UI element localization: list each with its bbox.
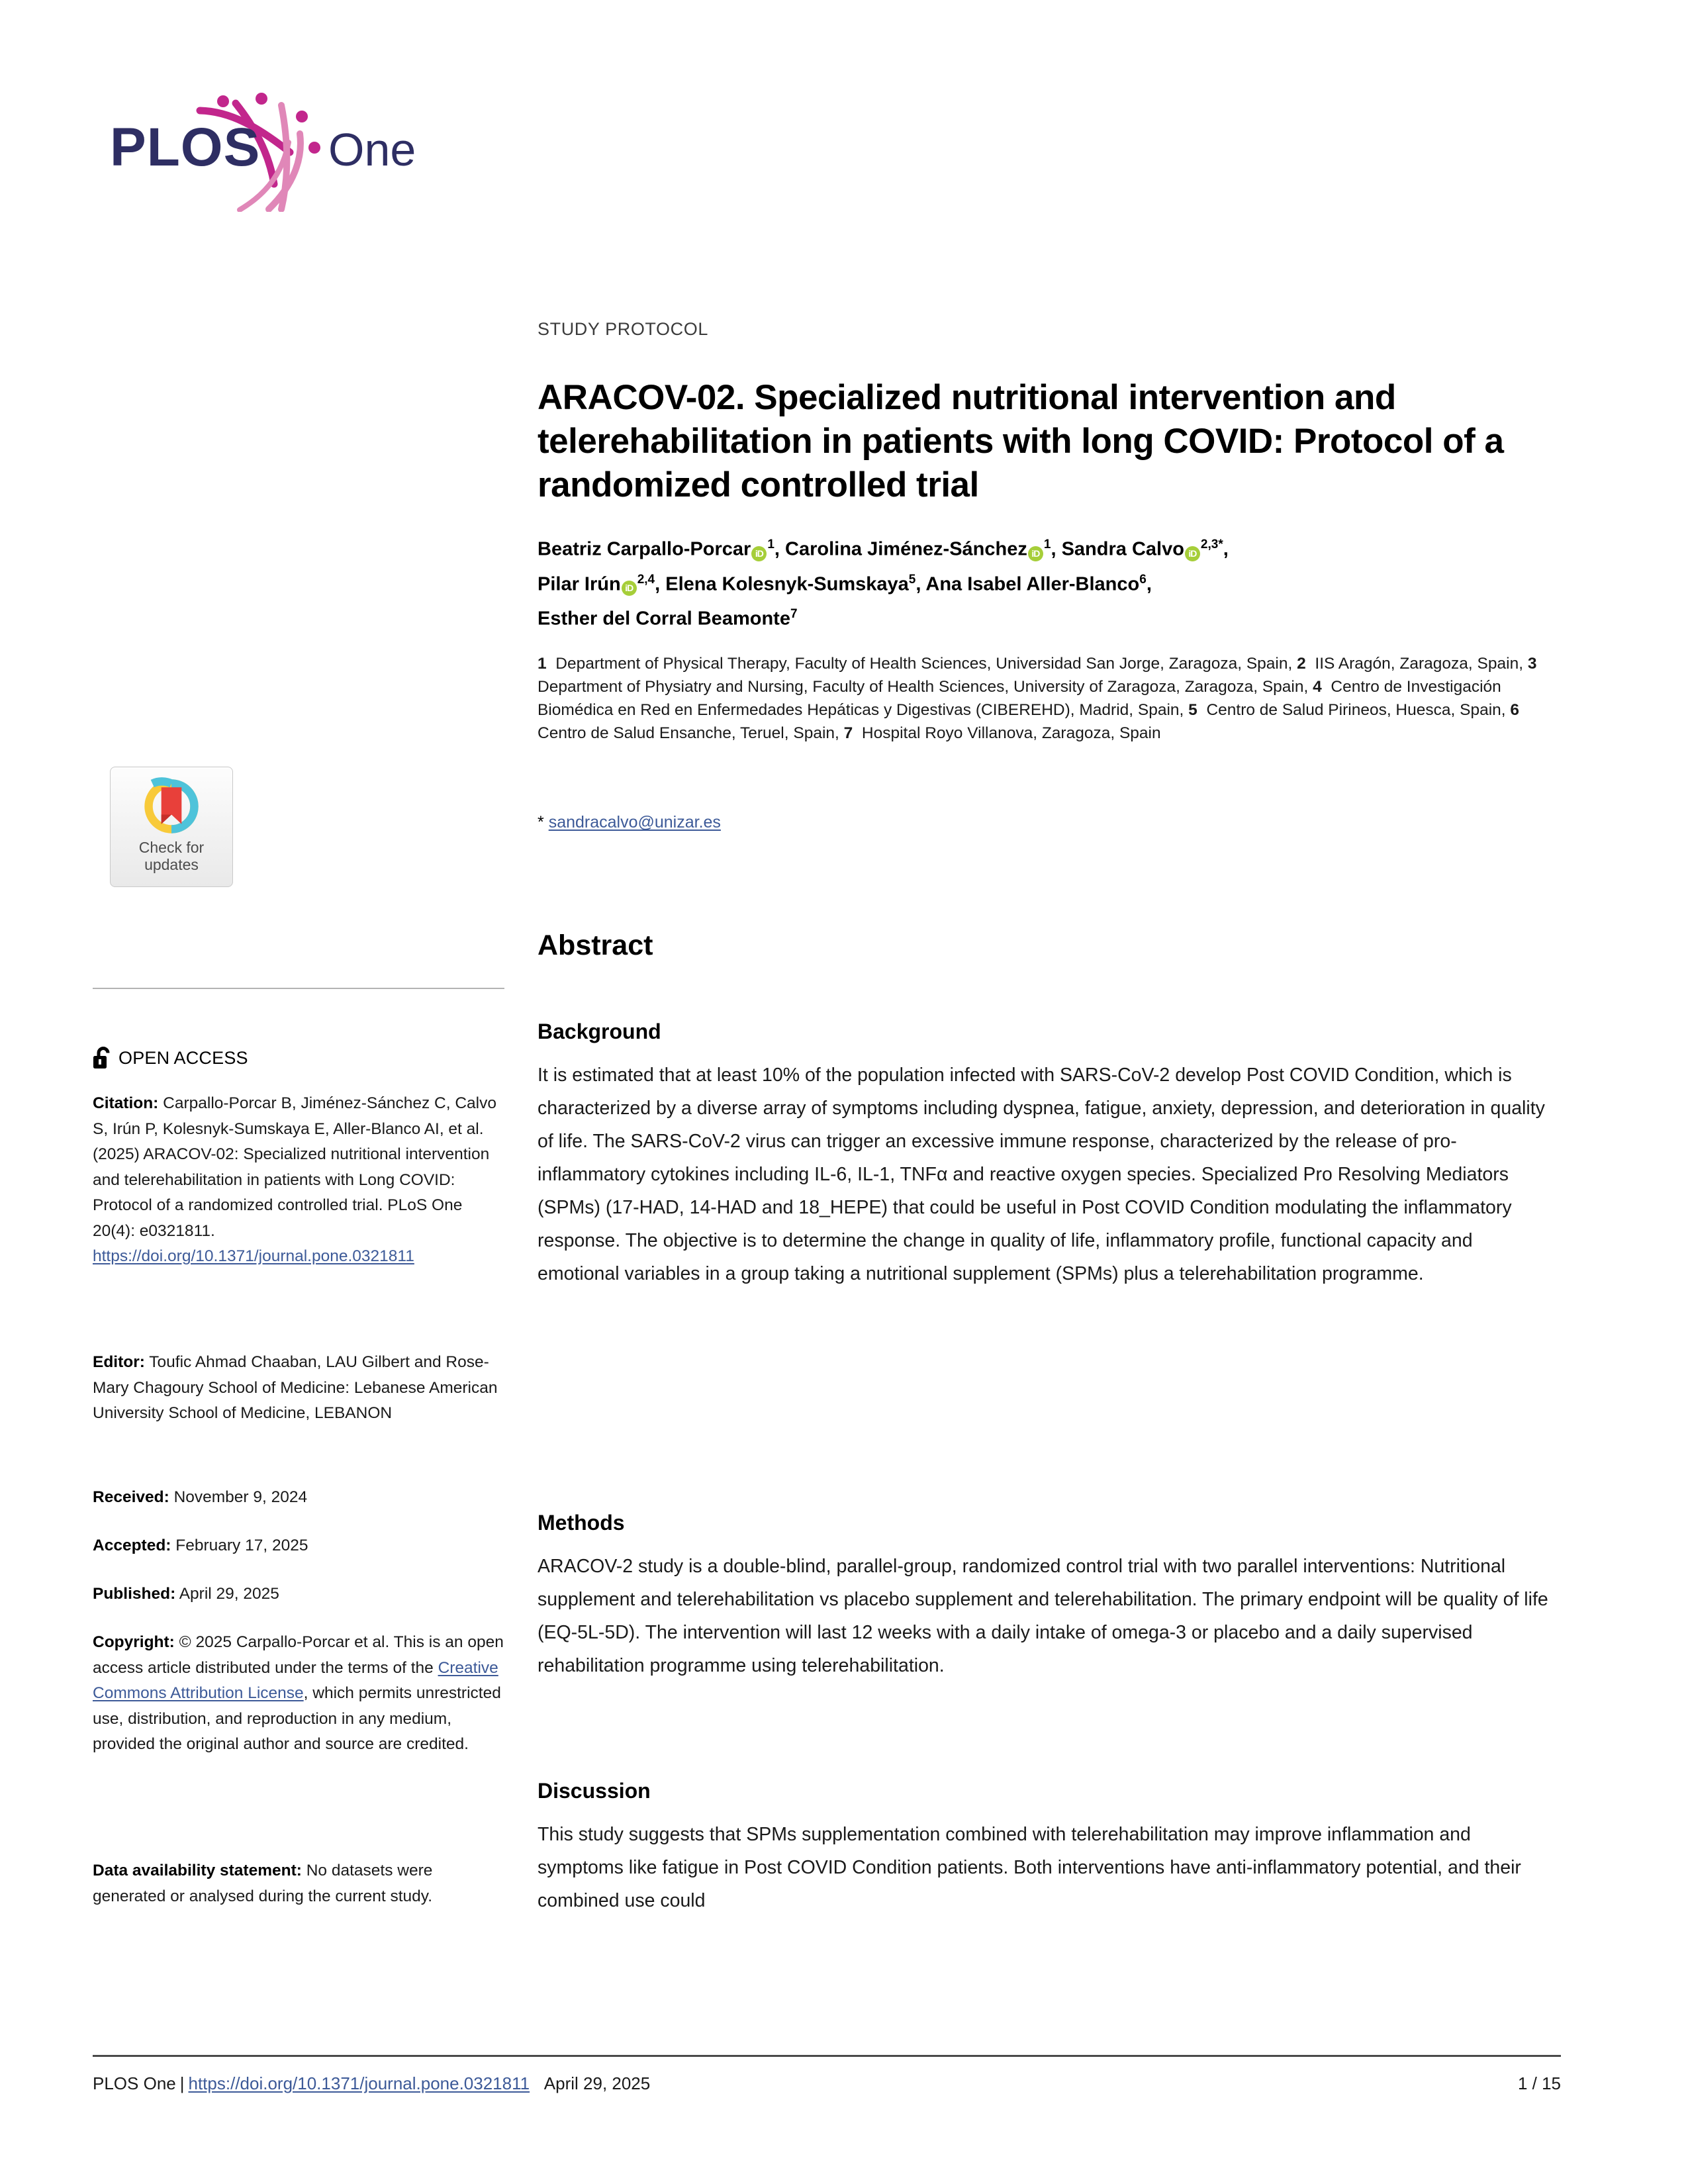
crossmark-badge-icon [140, 777, 203, 836]
footer-doi-link[interactable]: https://doi.org/10.1371/journal.pone.0321811 [188, 2073, 530, 2093]
author-2-name: , Carolina Jiménez-Sánchez [774, 538, 1027, 560]
citation-label: Citation: [93, 1094, 159, 1112]
one-wordmark: One [328, 124, 416, 175]
author-2-affil-sup: 1 [1043, 538, 1051, 551]
open-lock-icon [93, 1046, 113, 1070]
data-availability-text: No datasets were generated or analysed during the current study. [93, 1862, 433, 1905]
open-access-label: OPEN ACCESS [118, 1047, 248, 1068]
accepted-date: February 17, 2025 [171, 1537, 308, 1554]
author-3-affil-sup: 2,3* [1200, 538, 1223, 551]
footer-page-number: 1 / 15 [1517, 2073, 1561, 2093]
affil-num-6: 6 [1510, 701, 1520, 719]
abstract-section-heading-background: Background [538, 1020, 661, 1043]
affil-text-7: Hospital Royo Villanova, Zaragoza, Spain [861, 724, 1161, 742]
editor-label: Editor: [93, 1353, 145, 1371]
affil-num-4: 4 [1313, 678, 1322, 696]
affil-num-7: 7 [843, 724, 853, 742]
plos-wordmark: PLOS [110, 117, 261, 177]
accepted-block [93, 1533, 506, 1559]
copyright-post: , which permits unrestricted use, distribution, and reproduction in any medium, provided the original author and source are credited. [93, 1684, 501, 1753]
accepted-label: Accepted: [93, 1537, 171, 1554]
author-5-name: , Elena Kolesnyk-Sumskaya [655, 573, 909, 595]
footer-separator: | [179, 2073, 185, 2093]
abstract-section-heading-methods: Methods [538, 1511, 625, 1535]
published-date: April 29, 2025 [175, 1585, 279, 1603]
author-3-name: , Sandra Calvo [1051, 538, 1184, 560]
corresponding-author-row [538, 813, 721, 832]
citation-block [93, 1091, 506, 1270]
article-type-kicker: STUDY PROTOCOL [538, 319, 708, 339]
orcid-icon[interactable]: iD [1028, 546, 1043, 561]
received-date: November 9, 2024 [169, 1488, 308, 1506]
corresponding-marker: * [538, 813, 544, 831]
orcid-icon[interactable]: iD [751, 546, 767, 561]
abstract-section-heading-discussion: Discussion [538, 1779, 651, 1803]
orcid-icon[interactable]: iD [1185, 546, 1200, 561]
author-1-name: Beatriz Carpallo-Porcar [538, 538, 751, 560]
data-availability-label: Data availability statement: [93, 1862, 302, 1879]
published-block [93, 1582, 506, 1607]
data-availability-block [93, 1858, 506, 1909]
affil-num-1: 1 [538, 655, 547, 673]
page-title: ARACOV-02. Specialized nutritional intervention and telerehabilitation in patients with long COVID: Protocol of a randomized controlled trial [538, 377, 1504, 504]
author-5-affil-sup: 5 [908, 572, 916, 587]
author-4-name: Pilar Irún [538, 573, 621, 595]
citation-text: Carpallo-Porcar B, Jiménez-Sánchez C, Calvo S, Irún P, Kolesnyk-Sumskaya E, Aller-Blanco AI, et al. (2025) ARACOV-02: Specialized nutritional intervention and telerehabilitation in patients with Long COVID: Protocol of a randomized controlled trial. PLoS One 20(4): e0321811. [93, 1094, 496, 1240]
crossmark-check-for-updates-badge[interactable] [110, 767, 233, 887]
footer-journal-name: PLOS One [93, 2073, 176, 2093]
footer-date: April 29, 2025 [543, 2073, 651, 2093]
open-access-row [93, 1046, 248, 1070]
affil-text-5: Centro de Salud Pirineos, Huesca, Spain, [1206, 701, 1506, 719]
author-6-affil-sup: 6 [1139, 572, 1147, 587]
author-4-affil-sup: 2,4 [637, 572, 655, 587]
abstract-section-text-discussion: This study suggests that SPMs supplementation combined with telerehabilitation may improve inflammation and symptoms like fatigue in Post COVID Condition patients. Both interventions have anti-inflammatory potential, and their combined use could [538, 1823, 1521, 1911]
affil-text-6: Centro de Salud Ensanche, Teruel, Spain, [538, 724, 839, 742]
author-7-affil-sup: 7 [790, 607, 798, 622]
received-block [93, 1485, 506, 1511]
author-list: Beatriz Carpallo-Porcar $iD^1$, Carolina Jiménez-Sánchez $iD^1$, Sandra Calvo $iD^{2,3*}$, Pilar Irún iD$^{2,4}$, Elena Kolesnyk-Sumskaya$^5$, Ana Isabel Aller-Blanco$^6$, Esther del Corral Beamonte$^7$ [538, 538, 1229, 630]
affil-text-1: Department of Physical Therapy, Faculty of Health Sciences, Universidad San Jorge, Zaragoza, Spain, [555, 655, 1293, 673]
affil-num-5: 5 [1188, 701, 1197, 719]
affiliations-list [538, 652, 1550, 745]
plos-one-logo [91, 79, 436, 212]
copyright-block [93, 1630, 506, 1758]
abstract-heading: Abstract [538, 929, 653, 961]
editor-block [93, 1350, 506, 1427]
abstract-section-text-background: It is estimated that at least 10% of the population infected with SARS-CoV-2 develop Post COVID Condition, which is characterized by a diverse array of symptoms including dyspnea, fatigue, anxiety, depression, and deterioration in quality of life. The SARS-CoV-2 virus can trigger an excessive immune response, characterized by the release of pro-inflammatory cytokines including IL-6, IL-1, TNFα and reactive oxygen species. Specialized Pro Resolving Mediators (SPMs) (17-HAD, 14-HAD and 18_HEPE) that could be useful in Post COVID Condition modulating the inflammatory response. The objective is to determine the change in quality of life, inflammatory profile, functional capacity and emotional variables in a group taking a nutritional supplement (SPMs) plus a telerehabilitation programme. [538, 1064, 1545, 1284]
author-6-name: , Ana Isabel Aller-Blanco [915, 573, 1140, 595]
crossmark-label: Check for updates [138, 839, 205, 873]
affil-text-4: Centro de Investigación Biomédica en Red en Enfermedades Hepáticas y Digestivas (CIBEREHD), Madrid, Spain, [538, 678, 1501, 719]
editor-text: Toufic Ahmad Chaaban, LAU Gilbert and Rose-Mary Chagoury School of Medicine: Lebanese American University School of Medicine, LEBANON [93, 1353, 498, 1422]
copyright-pre: © 2025 Carpallo-Porcar et al. This is an open access article distributed under the terms of the [93, 1633, 504, 1677]
citation-doi-link[interactable]: https://doi.org/10.1371/journal.pone.0321811 [93, 1247, 414, 1265]
affil-num-2: 2 [1297, 655, 1306, 673]
affil-text-3: Department of Physiatry and Nursing, Faculty of Health Sciences, University of Zaragoza, Zaragoza, Spain, [538, 678, 1309, 696]
corresponding-email-link[interactable]: sandracalvo@unizar.es [548, 813, 721, 831]
cc-license-link[interactable]: Creative Commons Attribution License [93, 1658, 498, 1702]
footer-divider [93, 2055, 1561, 2057]
published-label: Published: [93, 1585, 176, 1603]
affil-num-3: 3 [1527, 655, 1537, 673]
sidebar-divider [93, 988, 504, 989]
affil-text-2: IIS Aragón, Zaragoza, Spain, [1315, 655, 1524, 673]
footer-left [93, 2073, 650, 2094]
copyright-label: Copyright: [93, 1633, 175, 1651]
abstract-section-text-methods: ARACOV-2 study is a double-blind, parallel-group, randomized control trial with two parallel interventions: Nutritional supplement and telerehabilitation vs placebo supplement and telerehabilitation. The primary endpoint will be quality of life (EQ-5L-5D). The intervention will last 12 weeks with a daily intake of omega-3 or placebo and a daily supervised rehabilitation programme using telerehabilitation. [538, 1555, 1548, 1676]
author-1-affil-sup: 1 [767, 538, 774, 551]
plos-one-logo-svg [91, 79, 436, 212]
author-7-name: Esther del Corral Beamonte [538, 608, 790, 630]
received-label: Received: [93, 1488, 169, 1506]
orcid-icon[interactable]: iD [622, 581, 637, 596]
